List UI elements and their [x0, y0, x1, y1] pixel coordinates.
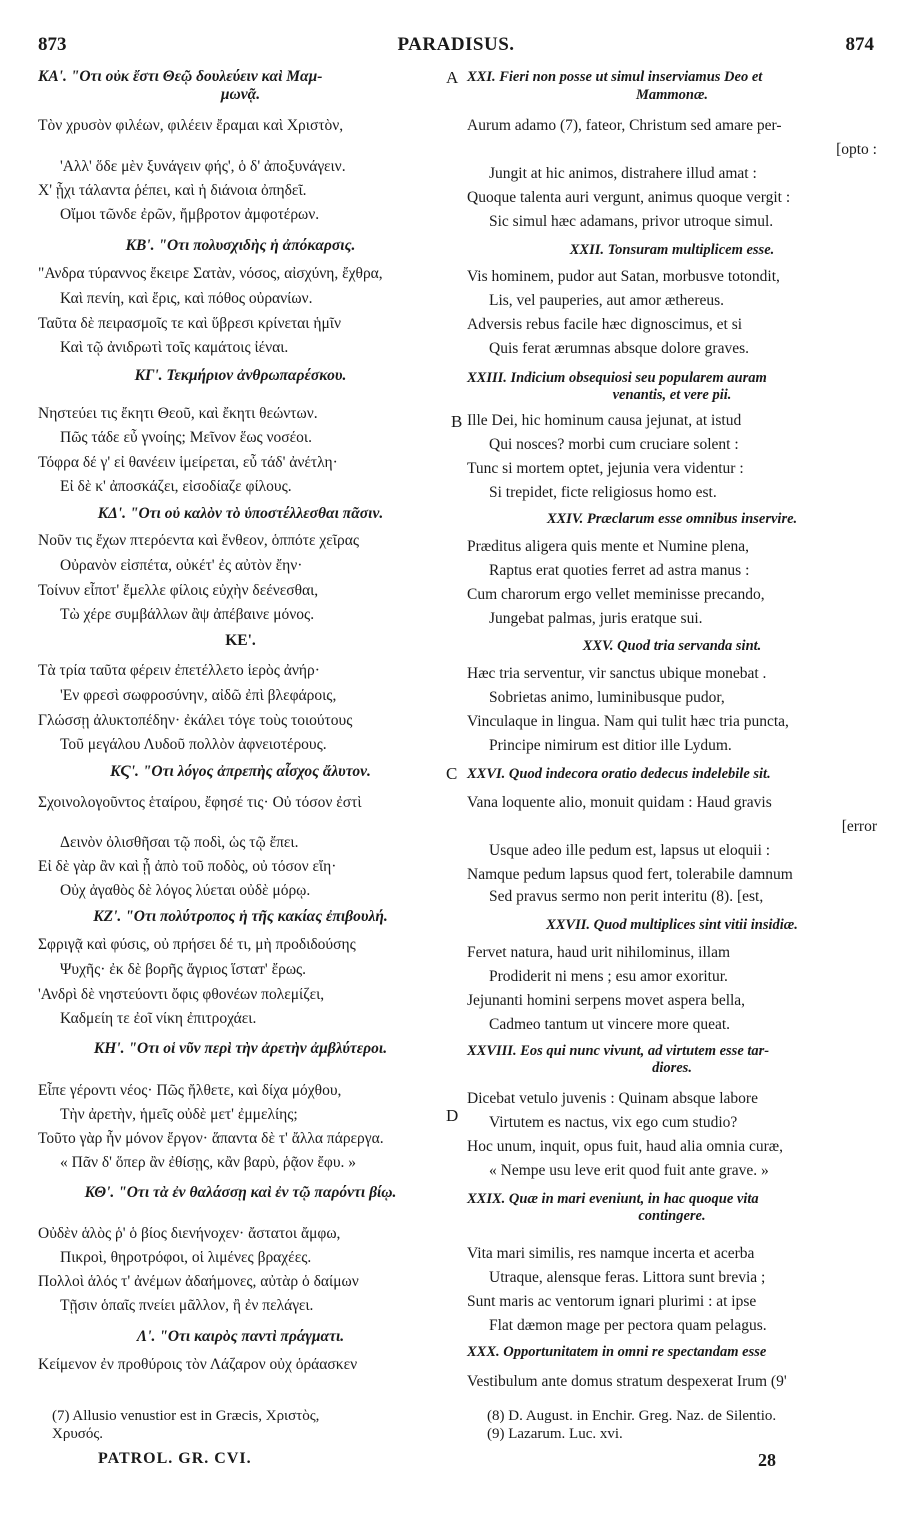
latin-section-heading: XXVII. Quod multiplices sint vitii insidiæ.: [546, 917, 798, 933]
latin-verse-line: Fervet natura, haud urit nihilominus, illam: [467, 944, 731, 961]
greek-verse-line: Τὼ χέρε συμβάλλων ἂψ ἀπέβαινε μόνος.: [60, 606, 315, 623]
greek-section-heading: ΚΘ'. "Οτι τὰ ἐν θαλάσσῃ καὶ ἐν τῷ παρόντι βίῳ.: [84, 1184, 397, 1201]
latin-verse-line: Jejunanti homini serpens movet aspera bella,: [467, 992, 746, 1009]
greek-verse-line: Καὶ πενίη, καὶ ἔρις, καὶ πόθος οὐρανίων.: [60, 290, 313, 307]
latin-verse-line: Namque pedum lapsus quod fert, tolerabile damnum: [467, 866, 793, 883]
latin-verse-line: [opto :: [836, 141, 877, 158]
latin-verse-line: [error: [841, 818, 877, 835]
greek-verse-line: Καὶ τῷ ἀνιδρωτὶ τοῖς καμάτοις ἰέναι.: [60, 339, 289, 356]
latin-verse-line: Sed pravus sermo non perit interitu (8). [est,: [489, 888, 764, 905]
greek-section-heading: μωνᾷ.: [220, 86, 261, 103]
latin-verse-line: Cum charorum ergo vellet meminisse precando,: [467, 586, 765, 603]
right-page-number: 874: [845, 34, 874, 55]
latin-section-heading: Mammonæ.: [635, 87, 709, 103]
latin-section-heading: XXVIII. Eos qui nunc vivunt, ad virtutem esse tar-: [467, 1043, 770, 1059]
latin-section-heading: contingere.: [638, 1208, 706, 1224]
latin-verse-line: Vinculaque in lingua. Nam qui tulit hæc tria puncta,: [467, 713, 789, 730]
footer-patrologia: PATROL. GR. CVI.: [98, 1450, 252, 1467]
greek-section-heading: Λ'. "Οτι καιρὸς παντὶ πράγματι.: [136, 1328, 345, 1345]
margin-letter-c: C: [446, 764, 458, 783]
latin-verse-line: Utraque, alensque feras. Littora sunt brevia ;: [489, 1269, 766, 1286]
latin-section-heading: venantis, et vere pii.: [612, 387, 732, 403]
greek-verse-line: Γλώσσῃ ἀλυκτοπέδην· ἐκάλει τόγε τοὺς τοιούτους: [38, 712, 353, 729]
latin-section-heading: XXV. Quod tria servanda sint.: [582, 638, 762, 654]
footer-signature-number: 28: [758, 1450, 776, 1470]
greek-verse-line: Δεινὸν ὀλισθῆσαι τῷ ποδὶ, ὡς τῷ ἔπει.: [60, 834, 299, 851]
latin-verse-line: Ille Dei, hic hominum causa jejunat, at istud: [467, 412, 742, 429]
greek-verse-line: Οἴμοι τῶνδε ἐρῶν, ἤμβροτον ἀμφοτέρων.: [60, 206, 320, 223]
margin-letter-d: D: [446, 1106, 459, 1125]
latin-verse-line: Aurum adamo (7), fateor, Christum sed amare per-: [467, 117, 782, 134]
greek-verse-line: 'Ανδρὶ δὲ νηστεύοντι ὄφις φθονέων πολεμίζει,: [38, 986, 325, 1003]
greek-verse-line: Νηστεύει τις ἔκητι Θεοῦ, καὶ ἔκητι θεώντων.: [38, 405, 318, 422]
greek-verse-line: Τὸν χρυσὸν φιλέων, φιλέειν ἔραμαι καὶ Χριστὸν,: [38, 117, 344, 134]
greek-verse-line: Ψυχῆς· ἐκ δὲ βορῆς ἄγριος ἵσταт' ἔρως.: [60, 961, 307, 978]
footnote-left-2: Χρυσός.: [52, 1426, 104, 1442]
greek-verse-line: Σχοινολογοῦντος ἑταίρου, ἔφησέ τις· Οὐ τόσον ἐστὶ: [38, 794, 362, 811]
latin-verse-line: Hoc unum, inquit, opus fuit, haud alia omnia curæ,: [467, 1138, 783, 1155]
latin-verse-line: Cadmeo tantum ut vincere more queat.: [489, 1016, 731, 1033]
greek-verse-line: Οὐρανὸν εἰσπέτα, οὐκέτ' ἐς αὐτὸν ἔην·: [60, 557, 303, 574]
page-header: [38, 34, 874, 60]
greek-verse-line: Πῶς τάδε εὖ γνοίης; Μεῖνον ἕως νοσέοι.: [60, 429, 312, 446]
greek-verse-line: Τόφρα δέ γ' εἰ θανέειν ἱμείρεται, εὖ τάδ' ἀνέτλη·: [38, 454, 338, 471]
greek-verse-line: « Πᾶν δ' ὅπερ ἂν ἐθίσῃς, κἂν βαρὺ, ῥᾷον ἔφυ. »: [60, 1154, 357, 1171]
greek-verse-line: Κείμενον ἐν προθύροις τὸν Λάζαρον οὐχ ὁράασκεν: [38, 1356, 358, 1373]
latin-verse-line: Virtutem es nactus, vix ego cum studio?: [489, 1114, 738, 1131]
greek-verse-line: Καδμείη τε ἐοῖ νίκη ἐπιτροχάει.: [60, 1010, 257, 1027]
greek-verse-line: Νοῦν τις ἔχων πτερόεντα καὶ ἔνθεον, ὁππότε χεῖρας: [38, 532, 359, 549]
latin-section-heading: XXX. Opportunitatem in omni re spectandam esse: [467, 1344, 767, 1360]
greek-verse-line: Τοῦ μεγάλου Λυδοῦ πολλὸν ἀφνειοτέρους.: [60, 736, 327, 753]
latin-verse-line: Flat dæmon mage per pectora quam pelagus.: [489, 1317, 767, 1334]
greek-verse-line: Τοῦτο γὰρ ἦν μόνον ἔργον· ἅπαντα δὲ τ' ἄλλα πάρεργα.: [38, 1130, 384, 1147]
greek-verse-line: Τὰ τρία ταῦτα φέρειν ἐπετέλλετο ἱερὸς ἀνήρ·: [38, 662, 320, 679]
footnote-right-2: (9) Lazarum. Luc. xvi.: [487, 1426, 623, 1442]
greek-verse-line: Εἰ δὲ γὰρ ἂν καὶ ᾖ ἀπὸ τοῦ ποδὸς, οὐ τόσον εἴη·: [38, 858, 337, 875]
greek-verse-line: Σφριγᾷ καὶ φύσις, οὐ πρήσει δέ τι, μὴ προδιδούσης: [38, 936, 356, 953]
latin-section-heading: XXIV. Præclarum esse omnibus inservire.: [546, 511, 798, 527]
latin-verse-line: Jungit at hic animos, distrahere illud amat :: [489, 165, 757, 182]
latin-verse-line: Qui nosces? morbi cum cruciare solent :: [489, 436, 739, 453]
greek-verse-line: Ταῦτα δὲ πειρασμοῖς τε καὶ ὕβρεσι κρίνεται ἡμῖν: [38, 315, 341, 332]
latin-section-heading: XXII. Tonsuram multiplicem esse.: [569, 242, 775, 258]
latin-verse-line: Usque adeo ille pedum est, lapsus ut eloquii :: [489, 842, 771, 859]
greek-section-heading: ΚϚ'. "Οτι λόγος ἀπρεπὴς αἶσχος ἄλυτον.: [110, 763, 371, 780]
latin-verse-line: Præditus aligera quis mente et Numine plena,: [467, 538, 749, 555]
greek-verse-line: "Ανδρα τύραννος ἔκειρε Σατὰν, νόσος, αἰσχύνη, ἔχθρα,: [38, 265, 383, 282]
latin-verse-line: Sunt maris ac ventorum ignari plurimi : at ipse: [467, 1293, 757, 1310]
greek-verse-line: 'Αλλ' ὅδε μὲν ξυνάγειν φής', ὁ δ' ἀποξυνάγειν.: [60, 158, 346, 175]
greek-section-heading: ΚΕ'.: [225, 632, 256, 649]
latin-verse-line: Sic simul hæc adamans, privor utroque simul.: [489, 213, 774, 230]
footnote-left-1: (7) Allusio venustior est in Græcis, Χριστὸς,: [52, 1408, 320, 1424]
footnote-right-1: (8) D. August. in Enchir. Greg. Naz. de Silentio.: [487, 1408, 777, 1424]
latin-verse-line: Vita mari similis, res namque incerta et acerba: [467, 1245, 755, 1262]
latin-section-heading: diores.: [652, 1060, 692, 1076]
latin-verse-line: « Nempe usu leve erit quod fuit ante grave. »: [489, 1162, 769, 1179]
latin-verse-line: Lis, vel pauperies, aut amor æthereus.: [489, 292, 725, 309]
latin-verse-line: Adversis rebus facile hæc dignoscimus, et si: [467, 316, 743, 333]
latin-verse-line: Quis ferat ærumnas absque dolore graves.: [489, 340, 749, 357]
latin-verse-line: Sobrietas animo, luminibusque pudor,: [489, 689, 725, 706]
greek-verse-line: Πολλοὶ ἁλός τ' ἀνέμων ἀδαήμονες, αὐτὰρ ὁ δαίμων: [38, 1273, 359, 1290]
latin-section-heading: XXVI. Quod indecora oratio dedecus indelebile sit.: [467, 766, 771, 782]
latin-verse-line: Raptus erat quoties ferret ad astra manus :: [489, 562, 750, 579]
greek-verse-line: 'Εν φρεσὶ σωφροσύνην, αἰδῶ ἐπὶ βλεφάροις,: [60, 687, 337, 704]
latin-verse-line: Prodiderit ni mens ; esu amor exoritur.: [489, 968, 728, 985]
greek-verse-line: Χ' ᾗχι τάλαντα ῥέπει, καὶ ἡ διάνοια ὀπηδεῖ.: [38, 182, 307, 199]
latin-verse-line: Dicebat vetulo juvenis : Quinam absque labore: [467, 1090, 758, 1107]
greek-verse-line: Εἶπε γέροντι νέος· Πῶς ἤλθετε, καὶ δίχα μόχθου,: [38, 1082, 342, 1099]
latin-section-heading: XXIII. Indicium obsequiosi seu popularem auram: [467, 370, 767, 386]
greek-verse-line: Εἰ δὲ κ' ἀποσκάζει, εἰσοδίαζε φίλους.: [60, 478, 292, 495]
latin-verse-line: Si trepidet, ficte religiosus homo est.: [489, 484, 717, 501]
greek-section-heading: ΚΓ'. Τεκμήριον ἀνθρωπαρέσκου.: [134, 367, 347, 384]
greek-section-heading: ΚΔ'. "Οτι οὐ καλὸν τὸ ὑποστέλλεσθαι πᾶσιν.: [97, 505, 384, 522]
greek-verse-line: Πικροὶ, θηροτρόφοι, οἱ λιμένες βραχέες.: [60, 1249, 312, 1266]
greek-verse-line: Τῇσιν ὁπαῖς πνείει μᾶλλον, ἢ ἐν πελάγει.: [60, 1297, 314, 1314]
margin-letter-b: B: [451, 412, 463, 431]
latin-verse-line: Tunc si mortem optet, jejunia vera videntur :: [467, 460, 744, 477]
greek-verse-line: Τοίνυν εἶποτ' ἔμελλε φίλοις εὐχὴν δεένεσθαι,: [38, 582, 319, 599]
latin-section-heading: XXIX. Quæ in mari eveniunt, in hac quoque vita: [467, 1191, 759, 1207]
latin-verse-line: Vis hominem, pudor aut Satan, morbusve totondit,: [467, 268, 780, 285]
latin-verse-line: Quoque talenta auri vergunt, animus quoque vergit :: [467, 189, 791, 206]
latin-verse-line: Hæc tria serventur, vir sanctus ubique monebat .: [467, 665, 767, 682]
margin-letter-a: A: [446, 68, 459, 87]
latin-section-heading: XXI. Fieri non posse ut simul inserviamus Deo et: [467, 69, 763, 85]
greek-section-heading: ΚΑ'. "Οτι οὐκ ἔστι Θεῷ δουλεύειν καὶ Μαμ-: [38, 68, 323, 85]
greek-section-heading: ΚΖ'. "Οτι πολύτροπος ἡ τῆς κακίας ἐπιβουλή.: [93, 908, 388, 925]
latin-verse-line: Principe nimirum est ditior ille Lydum.: [489, 737, 732, 754]
greek-verse-line: Τὴν ἀρετὴν, ἡμεῖς οὐδὲ μετ' ἐμμελίης;: [60, 1106, 298, 1123]
greek-section-heading: ΚΒ'. "Οτι πολυσχιδὴς ἡ ἀπόκαρσις.: [125, 237, 356, 254]
left-page-number: 873: [38, 34, 67, 55]
latin-verse-line: Vestibulum ante domus stratum despexerat Irum (9': [467, 1373, 787, 1390]
running-title: PARADISUS.: [397, 34, 515, 55]
greek-verse-line: Οὐδὲν ἁλὸς ῥ' ὁ βίος διενήνοχεν· ἄστατοι ἄμφω,: [38, 1225, 341, 1242]
latin-verse-line: Jungebat palmas, juris eratque sui.: [489, 610, 703, 627]
greek-section-heading: ΚΗ'. "Οτι οἱ νῦν περὶ τὴν ἀρετὴν ἀμβλύτεροι.: [93, 1040, 388, 1057]
greek-verse-line: Οὐχ ἀγαθὸς δὲ λόγος λύεται οὐδὲ μόρῳ.: [60, 882, 311, 899]
latin-verse-line: Vana loquente alio, monuit quidam : Haud gravis: [467, 794, 772, 811]
